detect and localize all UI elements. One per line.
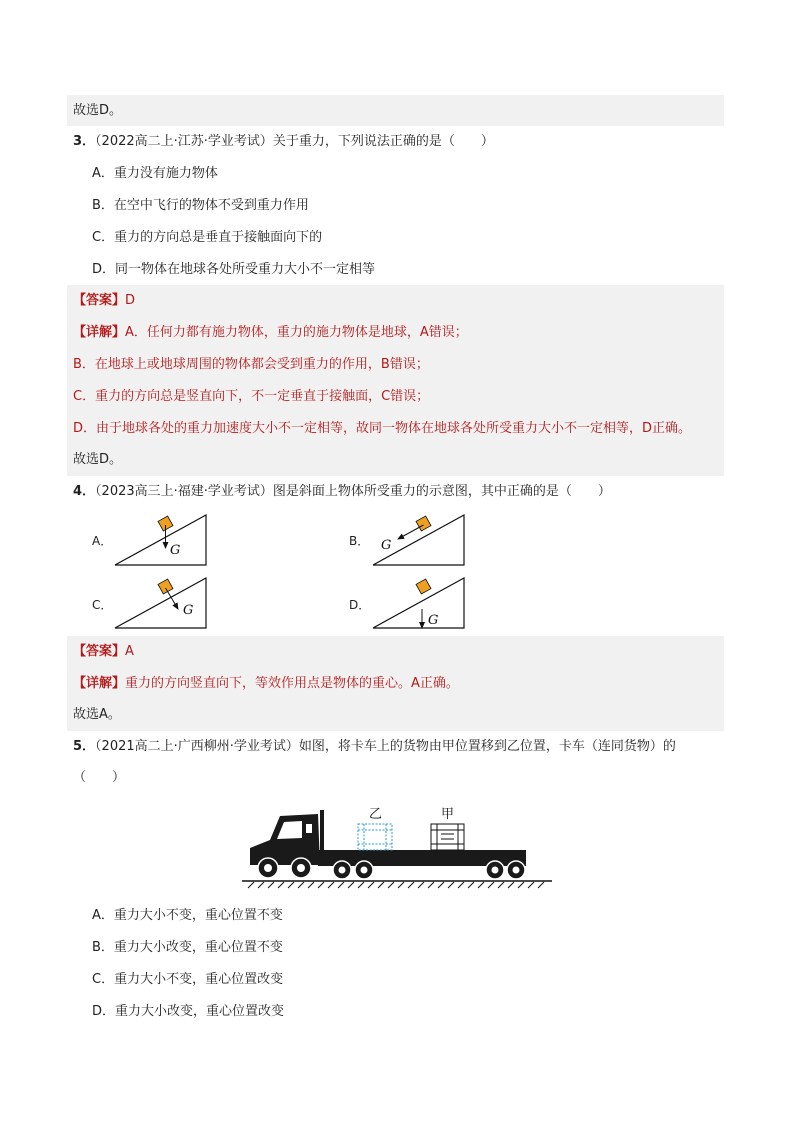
q4-answer-value: A — [125, 644, 134, 659]
q3-question: 关于重力，下列说法正确的是（ ） — [272, 134, 494, 149]
q4-a-force-label: G — [170, 543, 181, 558]
q4-option-a-label: A． — [92, 534, 113, 548]
q4-option-d-label: D． — [349, 598, 371, 612]
q4-source: （2023高三上·福建·学业考试） — [95, 484, 273, 499]
q4-detail — [73, 675, 459, 693]
incline-figure-c — [112, 575, 212, 631]
q3-option-a: A．重力没有施力物体 — [92, 166, 218, 181]
prev-answer-block — [67, 95, 724, 126]
q5-number: 5． — [73, 739, 96, 754]
q3-answer-value: D — [125, 293, 136, 308]
q4-answer — [73, 643, 134, 661]
position-yi-label: 乙 — [369, 807, 383, 822]
q3-detail-text-a: A．任何力都有施力物体，重力的施力物体是地球，A错误； — [125, 325, 468, 340]
q5-stem — [73, 738, 676, 756]
q3-detail-c: C．重力的方向总是竖直向下，不一定垂直于接触面，C错误； — [73, 389, 430, 404]
prev-conclusion: 故选D。 — [73, 103, 123, 118]
q3-stem — [73, 133, 494, 151]
position-jia-label: 甲 — [441, 807, 455, 822]
q4-stem — [73, 483, 611, 501]
q3-option-c: C．重力的方向总是垂直于接触面向下的 — [92, 230, 323, 245]
q4-answer-tag: 【答案】 — [73, 644, 126, 659]
q3-answer-block — [67, 285, 724, 476]
q3-answer — [73, 292, 135, 310]
q5-option-c: C．重力大小不变，重心位置改变 — [92, 972, 284, 987]
q3-option-b: B．在空中飞行的物体不受到重力作用 — [92, 198, 309, 213]
q4-question: 图是斜面上物体所受重力的示意图，其中正确的是（ ） — [272, 484, 611, 499]
q4-option-b-label: B． — [349, 534, 370, 548]
incline-figure-d — [370, 575, 470, 631]
q4-conclusion: 故选A。 — [73, 707, 121, 722]
q5-question: 如图，将卡车上的货物由甲位置移到乙位置，卡车（连同货物）的 — [298, 739, 676, 754]
q4-number: 4． — [73, 484, 96, 499]
q3-source: （2022高二上·江苏·学业考试） — [95, 134, 273, 149]
q5-option-d: D．重力大小改变，重心位置改变 — [92, 1004, 285, 1019]
q4-d-force-label: G — [428, 613, 439, 628]
q4-option-c-label: C． — [92, 598, 113, 612]
q3-number: 3． — [73, 134, 96, 149]
q3-detail-d: D．由于地球各处的重力加速度大小不一定相等，故同一物体在地球各处所受重力大小不一定相等，D正确。 — [73, 421, 692, 436]
q3-detail-a — [73, 324, 468, 342]
q4-detail-text: 重力的方向竖直向下，等效作用点是物体的重心。A正确。 — [125, 676, 459, 691]
q3-detail-b: B．在地球上或地球周围的物体都会受到重力的作用，B错误； — [73, 357, 429, 372]
incline-figure-a — [112, 512, 212, 568]
q5-option-a: A．重力大小不变，重心位置不变 — [92, 908, 283, 923]
q4-c-force-label: G — [183, 603, 194, 618]
q3-conclusion: 故选D。 — [73, 452, 123, 467]
q5-option-b: B．重力大小改变，重心位置不变 — [92, 940, 283, 955]
q3-option-d: D．同一物体在地球各处所受重力大小不一定相等 — [92, 262, 376, 277]
q5-source: （2021高二上·广西柳州·学业考试） — [95, 739, 299, 754]
q3-detail-tag: 【详解】 — [73, 325, 126, 340]
q5-stem-line2: （ ） — [73, 770, 126, 785]
incline-figure-b — [370, 512, 470, 568]
q4-b-force-label: G — [381, 538, 392, 553]
q4-detail-tag: 【详解】 — [73, 676, 126, 691]
truck-figure — [240, 800, 555, 890]
q3-answer-tag: 【答案】 — [73, 293, 126, 308]
